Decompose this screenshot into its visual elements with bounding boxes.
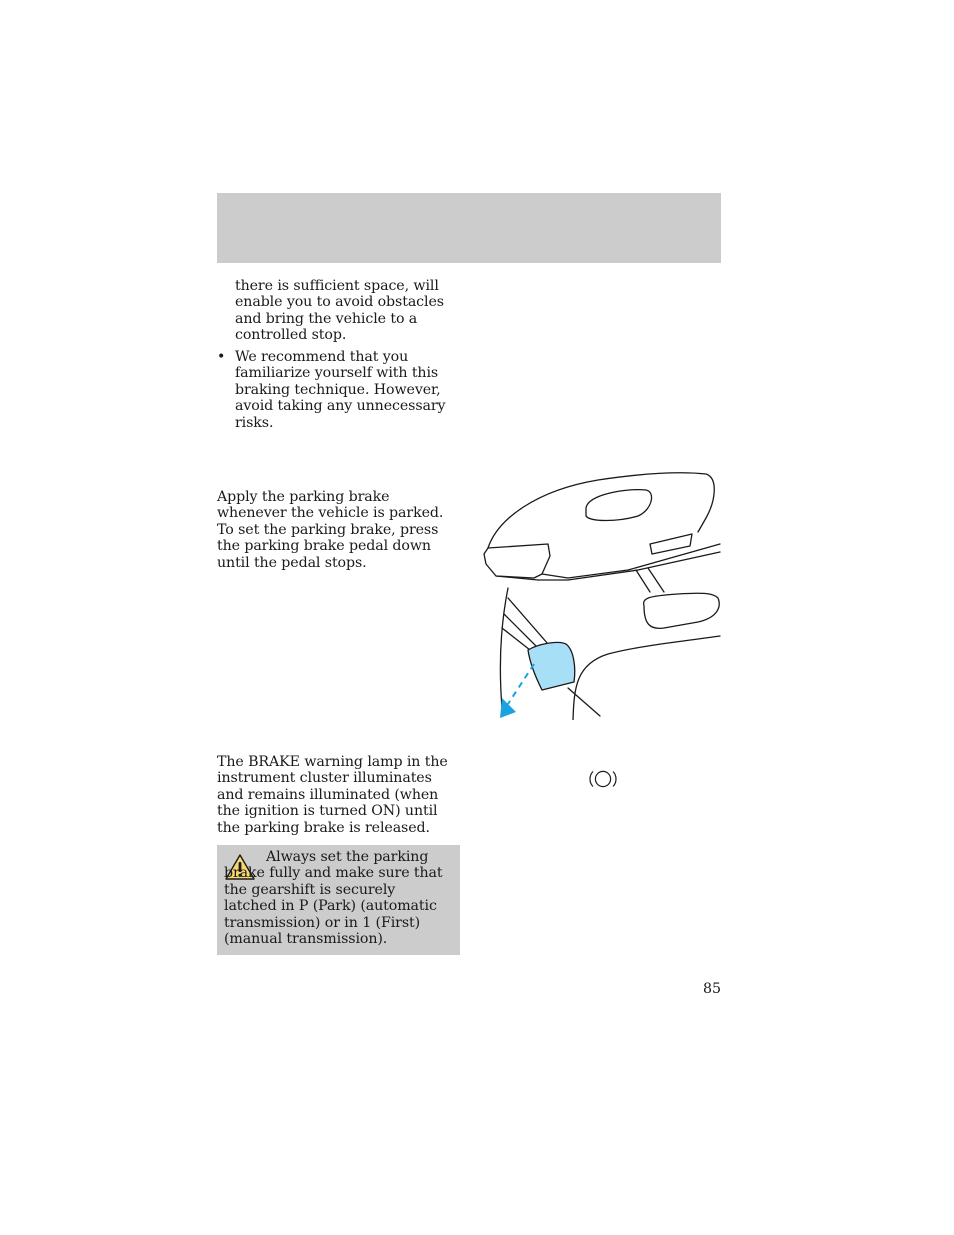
warning-callout (217, 845, 460, 955)
brake-lamp-paragraph: The BRAKE warning lamp in the instrument cluster illuminates and remains illuminated (when the ignition is turned ON) until the parking brake is released. (217, 754, 448, 836)
parking-brake-illustration (478, 468, 724, 720)
bullet-text: We recommend that you familiarize yourself with this braking technique. However, avoid taking any unnecessary risks. (235, 349, 446, 431)
bullet-marker: • (217, 349, 226, 365)
continuation-paragraph: there is sufficient space, will enable you to avoid obstacles and bring the vehicle to a controlled stop. (235, 278, 444, 344)
parking-brake-paragraph: Apply the parking brake whenever the vehicle is parked. To set the parking brake, press the parking brake pedal down until the pedal stops. (217, 489, 444, 571)
brake-warning-icon (588, 768, 618, 790)
section-header-band (217, 193, 721, 263)
bullet-list-item (217, 349, 462, 431)
page-number: 85 (702, 981, 721, 997)
warning-text: Always set the parking brake fully and make sure that the gearshift is securely latched in P (Park) (automatic transmission) or in 1 (First) (manual transmission). (224, 849, 443, 948)
